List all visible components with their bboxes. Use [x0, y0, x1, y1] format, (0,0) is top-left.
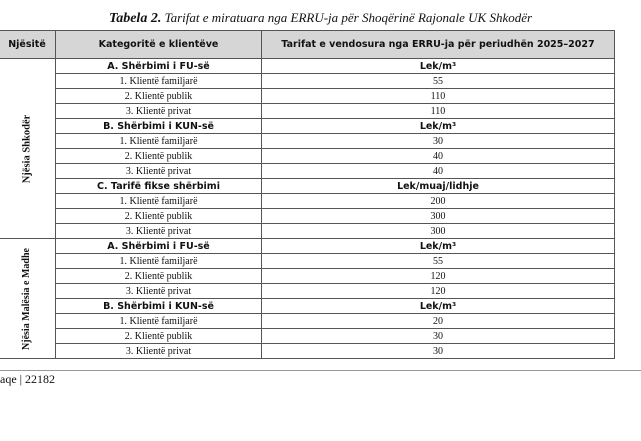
caption-text: Tarifat e miratuara nga ERRU-ja për Shoqërinë Rajonale UK Shkodër [161, 10, 533, 25]
client-category: 2. Klientë publik [56, 329, 262, 344]
unit-cell [0, 59, 56, 239]
unit-name: Njësia Shkodër [21, 114, 33, 183]
tariff-table [0, 30, 615, 359]
table-row [0, 314, 615, 329]
section-unit: Lek/m³ [262, 299, 615, 314]
unit-name: Njësia Malësia e Madhe [21, 247, 32, 350]
client-category: 3. Klientë privat [56, 104, 262, 119]
section-row [0, 59, 615, 74]
tariff-value: 120 [262, 284, 615, 299]
client-category: 3. Klientë privat [56, 344, 262, 359]
section-unit: Lek/muaj/lidhje [262, 179, 615, 194]
tariff-value: 30 [262, 134, 615, 149]
client-category: 1. Klientë familjarë [56, 74, 262, 89]
client-category: 2. Klientë publik [56, 209, 262, 224]
section-unit: Lek/m³ [262, 119, 615, 134]
table-row [0, 104, 615, 119]
tariff-value: 110 [262, 89, 615, 104]
table-row [0, 344, 615, 359]
tariff-value: 300 [262, 209, 615, 224]
tariff-value: 40 [262, 164, 615, 179]
table-row [0, 209, 615, 224]
table-row [0, 74, 615, 89]
client-category: 1. Klientë familjarë [56, 254, 262, 269]
section-unit: Lek/m³ [262, 239, 615, 254]
table-row [0, 134, 615, 149]
table-row [0, 89, 615, 104]
tariff-value: 30 [262, 344, 615, 359]
unit-cell [0, 239, 56, 359]
client-category: 1. Klientë familjarë [56, 314, 262, 329]
client-category: 1. Klientë familjarë [56, 134, 262, 149]
page-rule [0, 370, 641, 371]
table-row [0, 224, 615, 239]
tariff-value: 20 [262, 314, 615, 329]
table-caption [0, 10, 641, 27]
caption-lead: Tabela 2. [108, 11, 162, 26]
section-row [0, 119, 615, 134]
tariff-value: 30 [262, 329, 615, 344]
client-category: 1. Klientë familjarë [56, 194, 262, 209]
tariff-value: 300 [262, 224, 615, 239]
section-row [0, 179, 615, 194]
header-unit: Njësitë [0, 31, 56, 59]
client-category: 2. Klientë publik [56, 89, 262, 104]
header-category: Kategoritë e klientëve [56, 31, 262, 59]
section-title: B. Shërbimi i KUN-së [56, 299, 262, 314]
client-category: 2. Klientë publik [56, 149, 262, 164]
table-row [0, 149, 615, 164]
table-body [0, 59, 615, 359]
section-title: A. Shërbimi i FU-së [56, 239, 262, 254]
table-row [0, 254, 615, 269]
tariff-value: 55 [262, 254, 615, 269]
client-category: 2. Klientë publik [56, 269, 262, 284]
tariff-value: 120 [262, 269, 615, 284]
client-category: 3. Klientë privat [56, 224, 262, 239]
tariff-value: 55 [262, 74, 615, 89]
table-row [0, 194, 615, 209]
table-row [0, 284, 615, 299]
section-row [0, 239, 615, 254]
section-title: C. Tarifë fikse shërbimi [56, 179, 262, 194]
section-unit: Lek/m³ [262, 59, 615, 74]
table-row [0, 269, 615, 284]
section-title: B. Shërbimi i KUN-së [56, 119, 262, 134]
tariff-value: 40 [262, 149, 615, 164]
tariff-value: 200 [262, 194, 615, 209]
page-footer: aqe | 22182 [0, 372, 56, 386]
table-row [0, 329, 615, 344]
client-category: 3. Klientë privat [56, 164, 262, 179]
section-title: A. Shërbimi i FU-së [56, 59, 262, 74]
section-row [0, 299, 615, 314]
client-category: 3. Klientë privat [56, 284, 262, 299]
header-tariff: Tarifat e vendosura nga ERRU-ja për periudhën 2025–2027 [262, 31, 615, 59]
tariff-value: 110 [262, 104, 615, 119]
table-row [0, 164, 615, 179]
